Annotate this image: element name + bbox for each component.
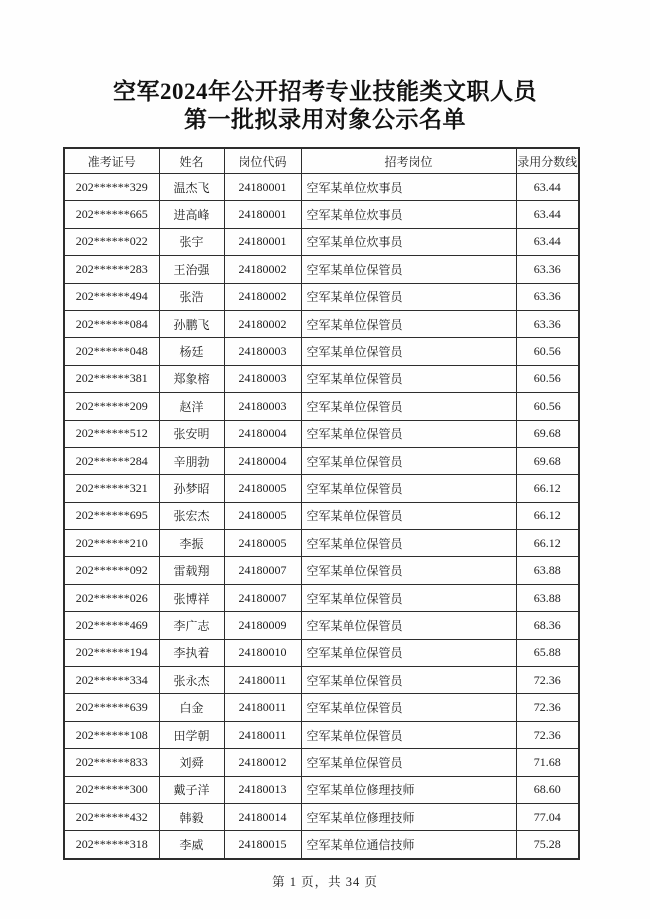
cell-admission-number: 202******284: [64, 447, 159, 474]
cell-score-line: 63.88: [516, 584, 579, 611]
cell-name: 张博祥: [159, 584, 224, 611]
cell-name: 张宏杰: [159, 502, 224, 529]
cell-position-code: 24180007: [224, 584, 301, 611]
cell-name: 刘舜: [159, 749, 224, 776]
cell-name: 进高峰: [159, 201, 224, 228]
cell-position: 空军某单位保管员: [301, 447, 516, 474]
cell-position: 空军某单位保管员: [301, 749, 516, 776]
table-row: [64, 283, 579, 310]
cell-admission-number: 202******194: [64, 639, 159, 666]
table-row: [64, 338, 579, 365]
cell-admission-number: 202******209: [64, 393, 159, 420]
cell-admission-number: 202******833: [64, 749, 159, 776]
cell-admission-number: 202******318: [64, 831, 159, 859]
cell-score-line: 66.12: [516, 530, 579, 557]
cell-score-line: 71.68: [516, 749, 579, 776]
table-body: [64, 174, 579, 859]
cell-position: 空军某单位保管员: [301, 502, 516, 529]
cell-admission-number: 202******665: [64, 201, 159, 228]
cell-score-line: 69.68: [516, 420, 579, 447]
cell-name: 李广志: [159, 612, 224, 639]
table-row: [64, 201, 579, 228]
cell-position-code: 24180004: [224, 447, 301, 474]
cell-position-code: 24180011: [224, 721, 301, 748]
cell-position-code: 24180002: [224, 283, 301, 310]
cell-position-code: 24180007: [224, 557, 301, 584]
cell-position-code: 24180005: [224, 502, 301, 529]
cell-name: 王治强: [159, 256, 224, 283]
table-row: [64, 475, 579, 502]
cell-admission-number: 202******108: [64, 721, 159, 748]
table-row: [64, 584, 579, 611]
cell-score-line: 75.28: [516, 831, 579, 859]
table-row: [64, 310, 579, 337]
table-row: [64, 667, 579, 694]
table-row: [64, 639, 579, 666]
table-row: [64, 694, 579, 721]
cell-admission-number: 202******022: [64, 228, 159, 255]
cell-name: 孙鹏飞: [159, 310, 224, 337]
cell-name: 张浩: [159, 283, 224, 310]
cell-position: 空军某单位修理技师: [301, 776, 516, 803]
cell-name: 张宇: [159, 228, 224, 255]
cell-admission-number: 202******329: [64, 174, 159, 201]
cell-score-line: 63.88: [516, 557, 579, 584]
table-row: [64, 831, 579, 859]
cell-admission-number: 202******084: [64, 310, 159, 337]
cell-position-code: 24180010: [224, 639, 301, 666]
cell-name: 李执着: [159, 639, 224, 666]
cell-score-line: 69.68: [516, 447, 579, 474]
cell-position-code: 24180002: [224, 310, 301, 337]
cell-score-line: 68.36: [516, 612, 579, 639]
cell-name: 李威: [159, 831, 224, 859]
admission-list-table: [63, 147, 580, 860]
cell-admission-number: 202******283: [64, 256, 159, 283]
table-row: [64, 530, 579, 557]
cell-admission-number: 202******512: [64, 420, 159, 447]
table-row: [64, 393, 579, 420]
cell-name: 郑象榕: [159, 365, 224, 392]
cell-position: 空军某单位保管员: [301, 721, 516, 748]
cell-position: 空军某单位炊事员: [301, 174, 516, 201]
cell-position-code: 24180011: [224, 694, 301, 721]
table-row: [64, 721, 579, 748]
cell-name: 杨廷: [159, 338, 224, 365]
cell-name: 孙梦昭: [159, 475, 224, 502]
table-row: [64, 256, 579, 283]
cell-score-line: 68.60: [516, 776, 579, 803]
cell-position: 空军某单位保管员: [301, 530, 516, 557]
cell-admission-number: 202******092: [64, 557, 159, 584]
table-row: [64, 420, 579, 447]
cell-name: 辛朋勃: [159, 447, 224, 474]
cell-admission-number: 202******321: [64, 475, 159, 502]
cell-position: 空军某单位保管员: [301, 393, 516, 420]
cell-position-code: 24180014: [224, 803, 301, 830]
cell-position: 空军某单位保管员: [301, 694, 516, 721]
table-row: [64, 749, 579, 776]
cell-name: 雷载翔: [159, 557, 224, 584]
page-title-line1: 空军2024年公开招考专业技能类文职人员: [113, 79, 537, 104]
cell-position-code: 24180011: [224, 667, 301, 694]
cell-position-code: 24180004: [224, 420, 301, 447]
column-header: 岗位代码: [224, 148, 301, 174]
table-row: [64, 803, 579, 830]
page-title-line2: 第一批拟录用对象公示名单: [184, 107, 466, 132]
cell-position-code: 24180012: [224, 749, 301, 776]
cell-position: 空军某单位修理技师: [301, 803, 516, 830]
cell-admission-number: 202******381: [64, 365, 159, 392]
table-row: [64, 174, 579, 201]
table-row: [64, 228, 579, 255]
cell-admission-number: 202******695: [64, 502, 159, 529]
cell-name: 李振: [159, 530, 224, 557]
cell-admission-number: 202******639: [64, 694, 159, 721]
cell-admission-number: 202******300: [64, 776, 159, 803]
cell-score-line: 77.04: [516, 803, 579, 830]
table-row: [64, 557, 579, 584]
cell-score-line: 63.44: [516, 201, 579, 228]
cell-score-line: 63.36: [516, 310, 579, 337]
cell-name: 张永杰: [159, 667, 224, 694]
cell-admission-number: 202******210: [64, 530, 159, 557]
cell-score-line: 63.36: [516, 283, 579, 310]
table-row: [64, 502, 579, 529]
column-header: 姓名: [159, 148, 224, 174]
cell-position-code: 24180001: [224, 228, 301, 255]
cell-position-code: 24180003: [224, 393, 301, 420]
cell-position-code: 24180005: [224, 530, 301, 557]
cell-position: 空军某单位保管员: [301, 310, 516, 337]
table-header-row: [64, 148, 579, 174]
cell-position: 空军某单位保管员: [301, 475, 516, 502]
cell-score-line: 66.12: [516, 502, 579, 529]
cell-position-code: 24180003: [224, 365, 301, 392]
cell-position: 空军某单位炊事员: [301, 201, 516, 228]
cell-position-code: 24180003: [224, 338, 301, 365]
table-row: [64, 365, 579, 392]
cell-score-line: 72.36: [516, 721, 579, 748]
cell-name: 田学朝: [159, 721, 224, 748]
cell-score-line: 65.88: [516, 639, 579, 666]
cell-score-line: 60.56: [516, 365, 579, 392]
cell-position: 空军某单位保管员: [301, 256, 516, 283]
cell-name: 戴子洋: [159, 776, 224, 803]
cell-name: 韩毅: [159, 803, 224, 830]
cell-position: 空军某单位保管员: [301, 584, 516, 611]
cell-name: 白金: [159, 694, 224, 721]
cell-score-line: 63.44: [516, 228, 579, 255]
cell-admission-number: 202******469: [64, 612, 159, 639]
cell-position-code: 24180002: [224, 256, 301, 283]
table-row: [64, 776, 579, 803]
page-title: [0, 0, 650, 134]
cell-position: 空军某单位保管员: [301, 557, 516, 584]
cell-name: 温杰飞: [159, 174, 224, 201]
cell-admission-number: 202******334: [64, 667, 159, 694]
cell-admission-number: 202******048: [64, 338, 159, 365]
page-number-indicator: 第 1 页，共 34 页: [272, 874, 378, 889]
table-row: [64, 612, 579, 639]
cell-position: 空军某单位保管员: [301, 639, 516, 666]
cell-position-code: 24180001: [224, 201, 301, 228]
cell-name: 张安明: [159, 420, 224, 447]
cell-position: 空军某单位保管员: [301, 667, 516, 694]
cell-position: 空军某单位保管员: [301, 338, 516, 365]
cell-position: 空军某单位保管员: [301, 283, 516, 310]
cell-score-line: 72.36: [516, 694, 579, 721]
cell-position-code: 24180015: [224, 831, 301, 859]
cell-score-line: 60.56: [516, 338, 579, 365]
cell-score-line: 66.12: [516, 475, 579, 502]
cell-position: 空军某单位保管员: [301, 612, 516, 639]
cell-position-code: 24180013: [224, 776, 301, 803]
cell-admission-number: 202******026: [64, 584, 159, 611]
cell-score-line: 60.56: [516, 393, 579, 420]
cell-position: 空军某单位保管员: [301, 365, 516, 392]
cell-position: 空军某单位保管员: [301, 420, 516, 447]
cell-score-line: 63.36: [516, 256, 579, 283]
cell-position-code: 24180009: [224, 612, 301, 639]
cell-position: 空军某单位通信技师: [301, 831, 516, 859]
cell-name: 赵洋: [159, 393, 224, 420]
column-header: 招考岗位: [301, 148, 516, 174]
cell-admission-number: 202******494: [64, 283, 159, 310]
cell-score-line: 72.36: [516, 667, 579, 694]
cell-position: 空军某单位炊事员: [301, 228, 516, 255]
cell-admission-number: 202******432: [64, 803, 159, 830]
cell-score-line: 63.44: [516, 174, 579, 201]
cell-position-code: 24180001: [224, 174, 301, 201]
cell-position-code: 24180005: [224, 475, 301, 502]
column-header: 准考证号: [64, 148, 159, 174]
table-row: [64, 447, 579, 474]
column-header: 录用分数线: [516, 148, 579, 174]
